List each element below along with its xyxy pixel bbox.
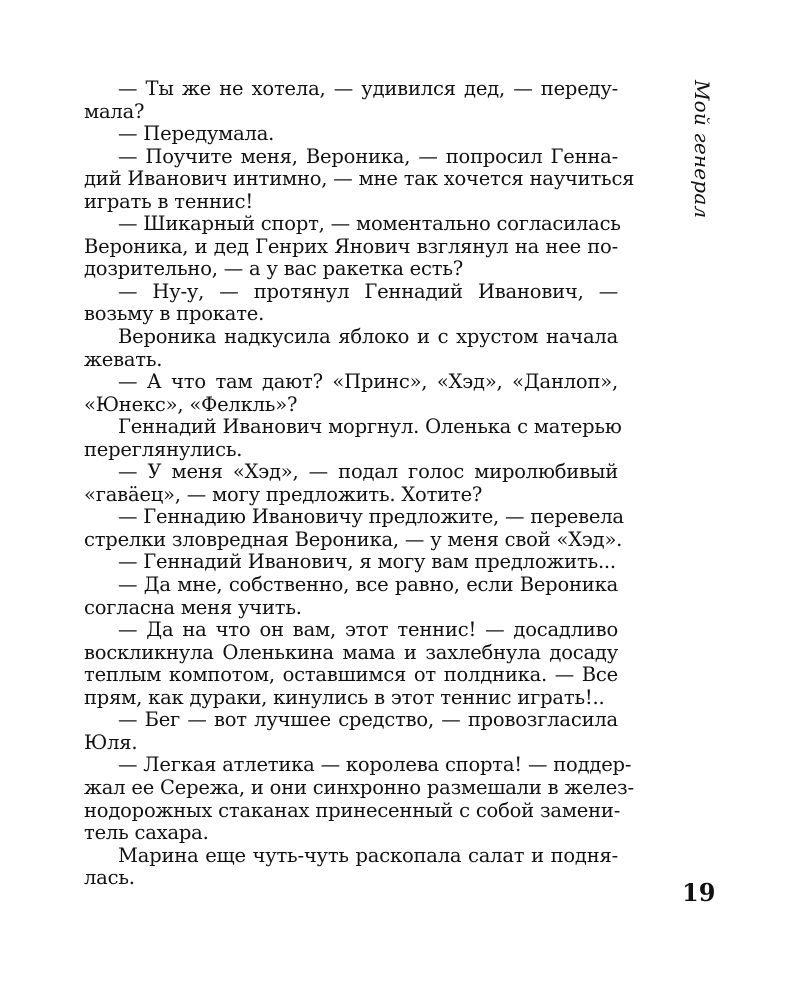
text-line: теплым компотом, оставшимся от полдника. — Все: [84, 663, 618, 687]
text-line: воскликнула Оленькина мама и захлебнула досаду: [84, 640, 618, 664]
text-line: «Юнекс», «Фелкль»?: [84, 392, 298, 416]
paragraph-first-line: — Шикарный спорт, — моментально согласилась: [118, 212, 621, 236]
text-line: тель сахара.: [84, 821, 209, 845]
paragraph-first-line: Геннадий Иванович моргнул. Оленька с матерью: [118, 415, 622, 439]
running-head: Мой генерал: [690, 80, 714, 219]
paragraph-first-line: — А что там дают? «Принс», «Хэд», «Данлоп»,: [118, 370, 618, 394]
text-line: согласна меня учить.: [84, 595, 302, 619]
text-line: Юля.: [84, 730, 138, 754]
paragraph-first-line: — Да мне, собственно, все равно, если Вероника: [118, 573, 618, 597]
paragraph-first-line: — Легкая атлетика — королева спорта! — поддер-: [118, 753, 632, 777]
text-line: жевать.: [84, 347, 163, 371]
text-line: играть в теннис!: [84, 189, 253, 213]
text-line: возьму в прокате.: [84, 302, 265, 326]
paragraph-first-line: — Ты же не хотела, — удивился дед, — переду-: [118, 77, 618, 100]
text-line: прям, как дураки, кинулись в этот теннис играть!..: [84, 685, 605, 709]
text-line: жал ее Сережа, и они синхронно размешали в желез-: [84, 775, 634, 799]
text-line: переглянулись.: [84, 437, 243, 461]
paragraph-first-line: — Бег — вот лучшее средство, — провозгласила: [118, 708, 618, 732]
paragraph-first-line: — Поучите меня, Вероника, — попросил Генна-: [118, 144, 618, 168]
text-line: лась.: [84, 866, 135, 890]
paragraph-first-line: Марина еще чуть-чуть раскопала салат и подня-: [118, 843, 618, 867]
text-line: дозрительно, — а у вас ракетка есть?: [84, 257, 464, 281]
text-line: мала?: [84, 99, 145, 123]
text-line: дий Иванович интимно, — мне так хочется научиться: [84, 167, 635, 191]
body-text: [84, 77, 635, 890]
text-line: «гавäец», — могу предложить. Хотите?: [84, 482, 483, 506]
text-line: Вероника, и дед Генрих Янович взглянул на нее по-: [84, 234, 618, 258]
paragraph-first-line: — Геннадию Ивановичу предложите, — перевела: [118, 505, 624, 529]
text-line: стрелки зловредная Вероника, — у меня свой «Хэд».: [84, 527, 623, 551]
paragraph-first-line: Вероника надкусила яблоко и с хрустом начала: [118, 325, 618, 349]
paragraph-first-line: — Геннадий Иванович, я могу вам предложить...: [118, 550, 616, 574]
paragraph-first-line: — У меня «Хэд», — подал голос миролюбивый: [118, 460, 618, 484]
text-line: нодорожных стаканах принесенный с собой замени-: [84, 798, 621, 822]
paragraph-first-line: — Передумала.: [118, 122, 275, 146]
paragraph-first-line: — Да на что он вам, этот теннис! — досадливо: [118, 618, 618, 642]
paragraph-first-line: — Ну-у, — протянул Геннадий Иванович, —: [118, 279, 618, 303]
page-number: 19: [682, 878, 716, 907]
